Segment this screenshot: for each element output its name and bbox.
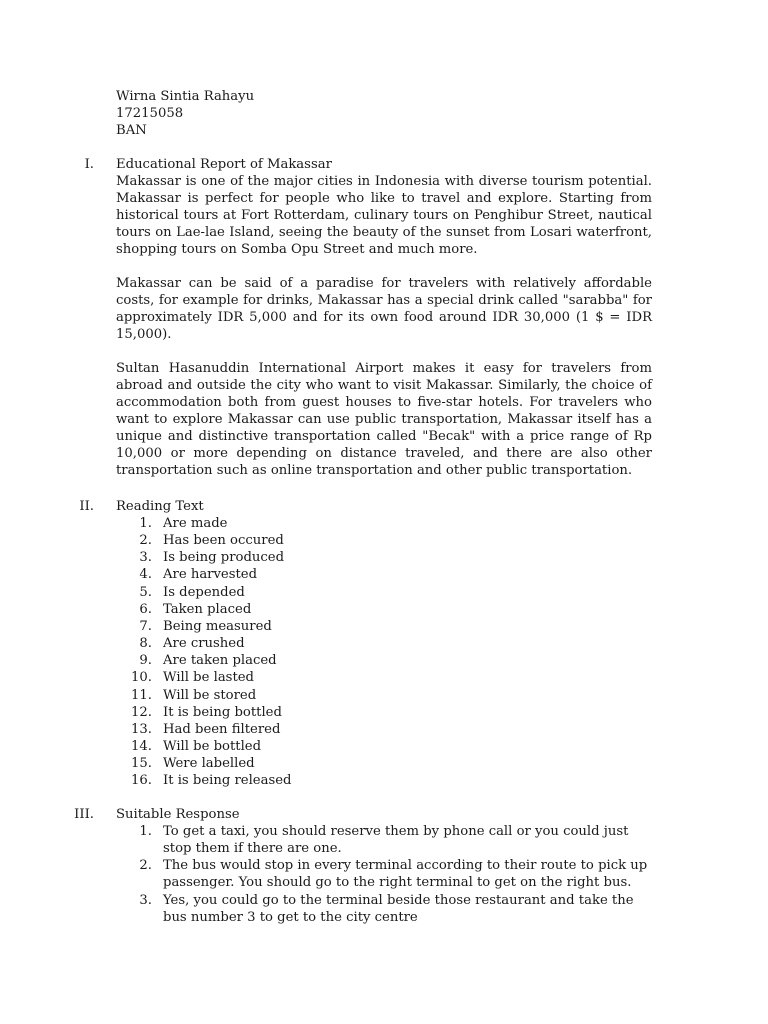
section-body	[116, 806, 652, 926]
section-title: Reading Text	[116, 499, 204, 514]
item-number: 4.	[139, 567, 152, 583]
paragraph: Sultan Hasanuddin International Airport makes it easy for travelers from abroad and outside the city who want to visit Makassar. Similarly, the choice of accommodation both from guest houses to five-star hotels. For travelers who want to explore Makassar can use public transportation, Makassar itself has a unique and distinctive transportation called "Becak" with a price range of Rp 10,000 or more depending on distance traveled, and there are also other transportation such as online transportation and other public transportation.	[116, 361, 652, 478]
item-number: 3.	[139, 550, 152, 566]
item-text: The bus would stop in every terminal according to their route to pick up passenger. You should go to the right terminal to get on the right bus.	[163, 858, 648, 891]
list-item	[116, 669, 652, 686]
paragraph: Makassar can be said of a paradise for travelers with relatively affordable costs, for example for drinks, Makassar has a special drink called "sarabba" for approximately IDR 5,000 and for its own food around IDR 30,000 (1 $ = IDR 15,000).	[116, 276, 652, 342]
item-number: 16.	[131, 773, 152, 789]
item-text: Is depended	[163, 584, 245, 600]
item-text: Will be stored	[163, 687, 257, 703]
section-title: Educational Report of Makassar	[116, 157, 332, 172]
list-item	[116, 652, 652, 669]
item-number: 5.	[139, 584, 152, 600]
response-list	[116, 823, 652, 926]
item-text: Will be lasted	[163, 670, 254, 686]
item-text: Are harvested	[163, 567, 258, 583]
list-item	[116, 823, 652, 857]
list-item	[116, 687, 652, 704]
item-text: Had been filtered	[163, 721, 281, 737]
list-item	[116, 857, 652, 891]
answer-list	[116, 515, 652, 790]
list-item	[116, 566, 652, 583]
section-body	[116, 498, 652, 790]
item-text: Is being produced	[163, 550, 285, 566]
list-item	[116, 738, 652, 755]
student-id: 17215058	[116, 106, 184, 121]
item-number: 14.	[131, 739, 152, 755]
item-text: Are crushed	[163, 636, 245, 652]
section-number: II.	[79, 499, 94, 514]
list-item	[116, 755, 652, 772]
item-text: Being measured	[163, 618, 272, 634]
item-text: Will be bottled	[163, 739, 262, 755]
item-number: 10.	[131, 670, 152, 686]
list-item	[116, 772, 652, 789]
list-item	[116, 601, 652, 618]
item-text: To get a taxi, you should reserve them by phone call or you could just stop them if there are one.	[163, 824, 629, 857]
item-number: 1.	[139, 824, 152, 839]
item-number: 12.	[131, 704, 152, 720]
item-number: 8.	[139, 636, 152, 652]
item-number: 7.	[139, 618, 152, 634]
item-text: Are taken placed	[163, 653, 277, 669]
item-number: 3.	[139, 892, 152, 908]
list-item	[116, 618, 652, 635]
list-item	[116, 515, 652, 532]
list-item	[116, 532, 652, 549]
item-number: 2.	[139, 858, 152, 874]
item-text: Yes, you could go to the terminal beside those restaurant and take the bus number 3 to get to the city centre	[163, 892, 634, 925]
student-name: Wirna Sintia Rahayu	[116, 89, 255, 104]
section-title: Suitable Response	[116, 807, 240, 822]
list-item	[116, 892, 652, 926]
list-item	[116, 721, 652, 738]
item-number: 9.	[139, 653, 152, 669]
item-number: 2.	[139, 533, 152, 549]
item-text: It is being bottled	[163, 704, 282, 720]
item-number: 1.	[139, 516, 152, 531]
paragraph: Makassar is one of the major cities in Indonesia with diverse tourism potential. Makassar is perfect for people who like to travel and explore. Starting from historical tours at Fort Rotterdam, culinary tours on Penghibur Street, nautical tours on Lae-lae Island, seeing the beauty of the sunset from Losari waterfront, shopping tours on Somba Opu Street and much more.	[116, 174, 652, 257]
item-text: Taken placed	[163, 601, 252, 617]
list-item	[116, 635, 652, 652]
item-text: Were labelled	[163, 756, 255, 772]
section-number: I.	[84, 157, 94, 172]
student-class: BAN	[116, 123, 147, 138]
item-number: 6.	[139, 601, 152, 617]
section-number: III.	[74, 807, 94, 822]
list-item	[116, 704, 652, 721]
item-number: 13.	[131, 721, 152, 737]
section-body	[116, 156, 652, 479]
item-number: 15.	[131, 756, 152, 772]
item-text: Are made	[163, 516, 228, 531]
item-text: It is being released	[163, 773, 292, 789]
list-item	[116, 549, 652, 566]
item-text: Has been occured	[163, 533, 284, 549]
list-item	[116, 584, 652, 601]
student-header	[116, 88, 254, 139]
item-number: 11.	[131, 687, 152, 703]
